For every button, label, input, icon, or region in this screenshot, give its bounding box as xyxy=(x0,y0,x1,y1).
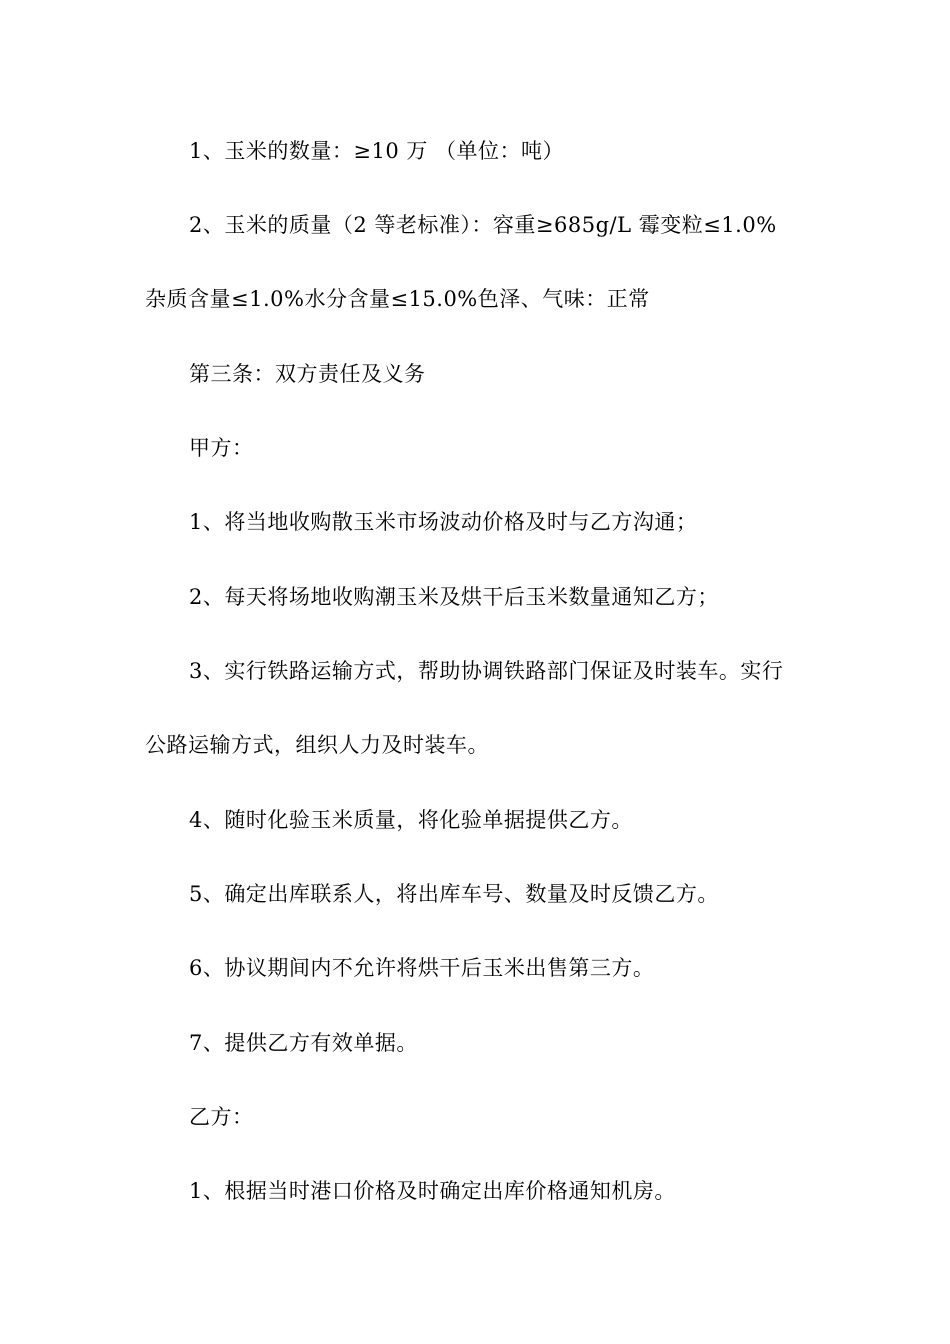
party-a-item-3: 3、实行铁路运输方式，帮助协调铁路部门保证及时装车。实行 xyxy=(189,659,784,683)
party-a-item-5: 5、确定出库联系人，将出库车号、数量及时反馈乙方。 xyxy=(189,882,719,906)
corn-quantity-line: 1、玉米的数量：≥10 万 （单位：吨） xyxy=(189,139,565,163)
party-b-item-1: 1、根据当时港口价格及时确定出库价格通知机房。 xyxy=(189,1179,676,1203)
corn-quality-continuation-line: 杂质含量≤1.0%水分含量≤15.0%色泽、气味：正常 xyxy=(145,287,650,311)
party-a-item-7: 7、提供乙方有效单据。 xyxy=(189,1031,418,1055)
article-three-heading: 第三条：双方责任及义务 xyxy=(189,362,426,386)
party-a-item-6: 6、协议期间内不允许将烘干后玉米出售第三方。 xyxy=(189,956,655,980)
party-a-item-3-continuation: 公路运输方式，组织人力及时装车。 xyxy=(145,733,489,757)
corn-quality-line: 2、玉米的质量（2 等老标准）：容重≥685g/L 霉变粒≤1.0% xyxy=(189,213,777,237)
party-b-heading: 乙方： xyxy=(189,1105,254,1129)
party-a-heading: 甲方： xyxy=(189,436,254,460)
party-a-item-1: 1、将当地收购散玉米市场波动价格及时与乙方沟通； xyxy=(189,510,698,534)
party-a-item-2: 2、每天将场地收购潮玉米及烘干后玉米数量通知乙方； xyxy=(189,585,719,609)
party-a-item-4: 4、随时化验玉米质量，将化验单据提供乙方。 xyxy=(189,808,633,832)
